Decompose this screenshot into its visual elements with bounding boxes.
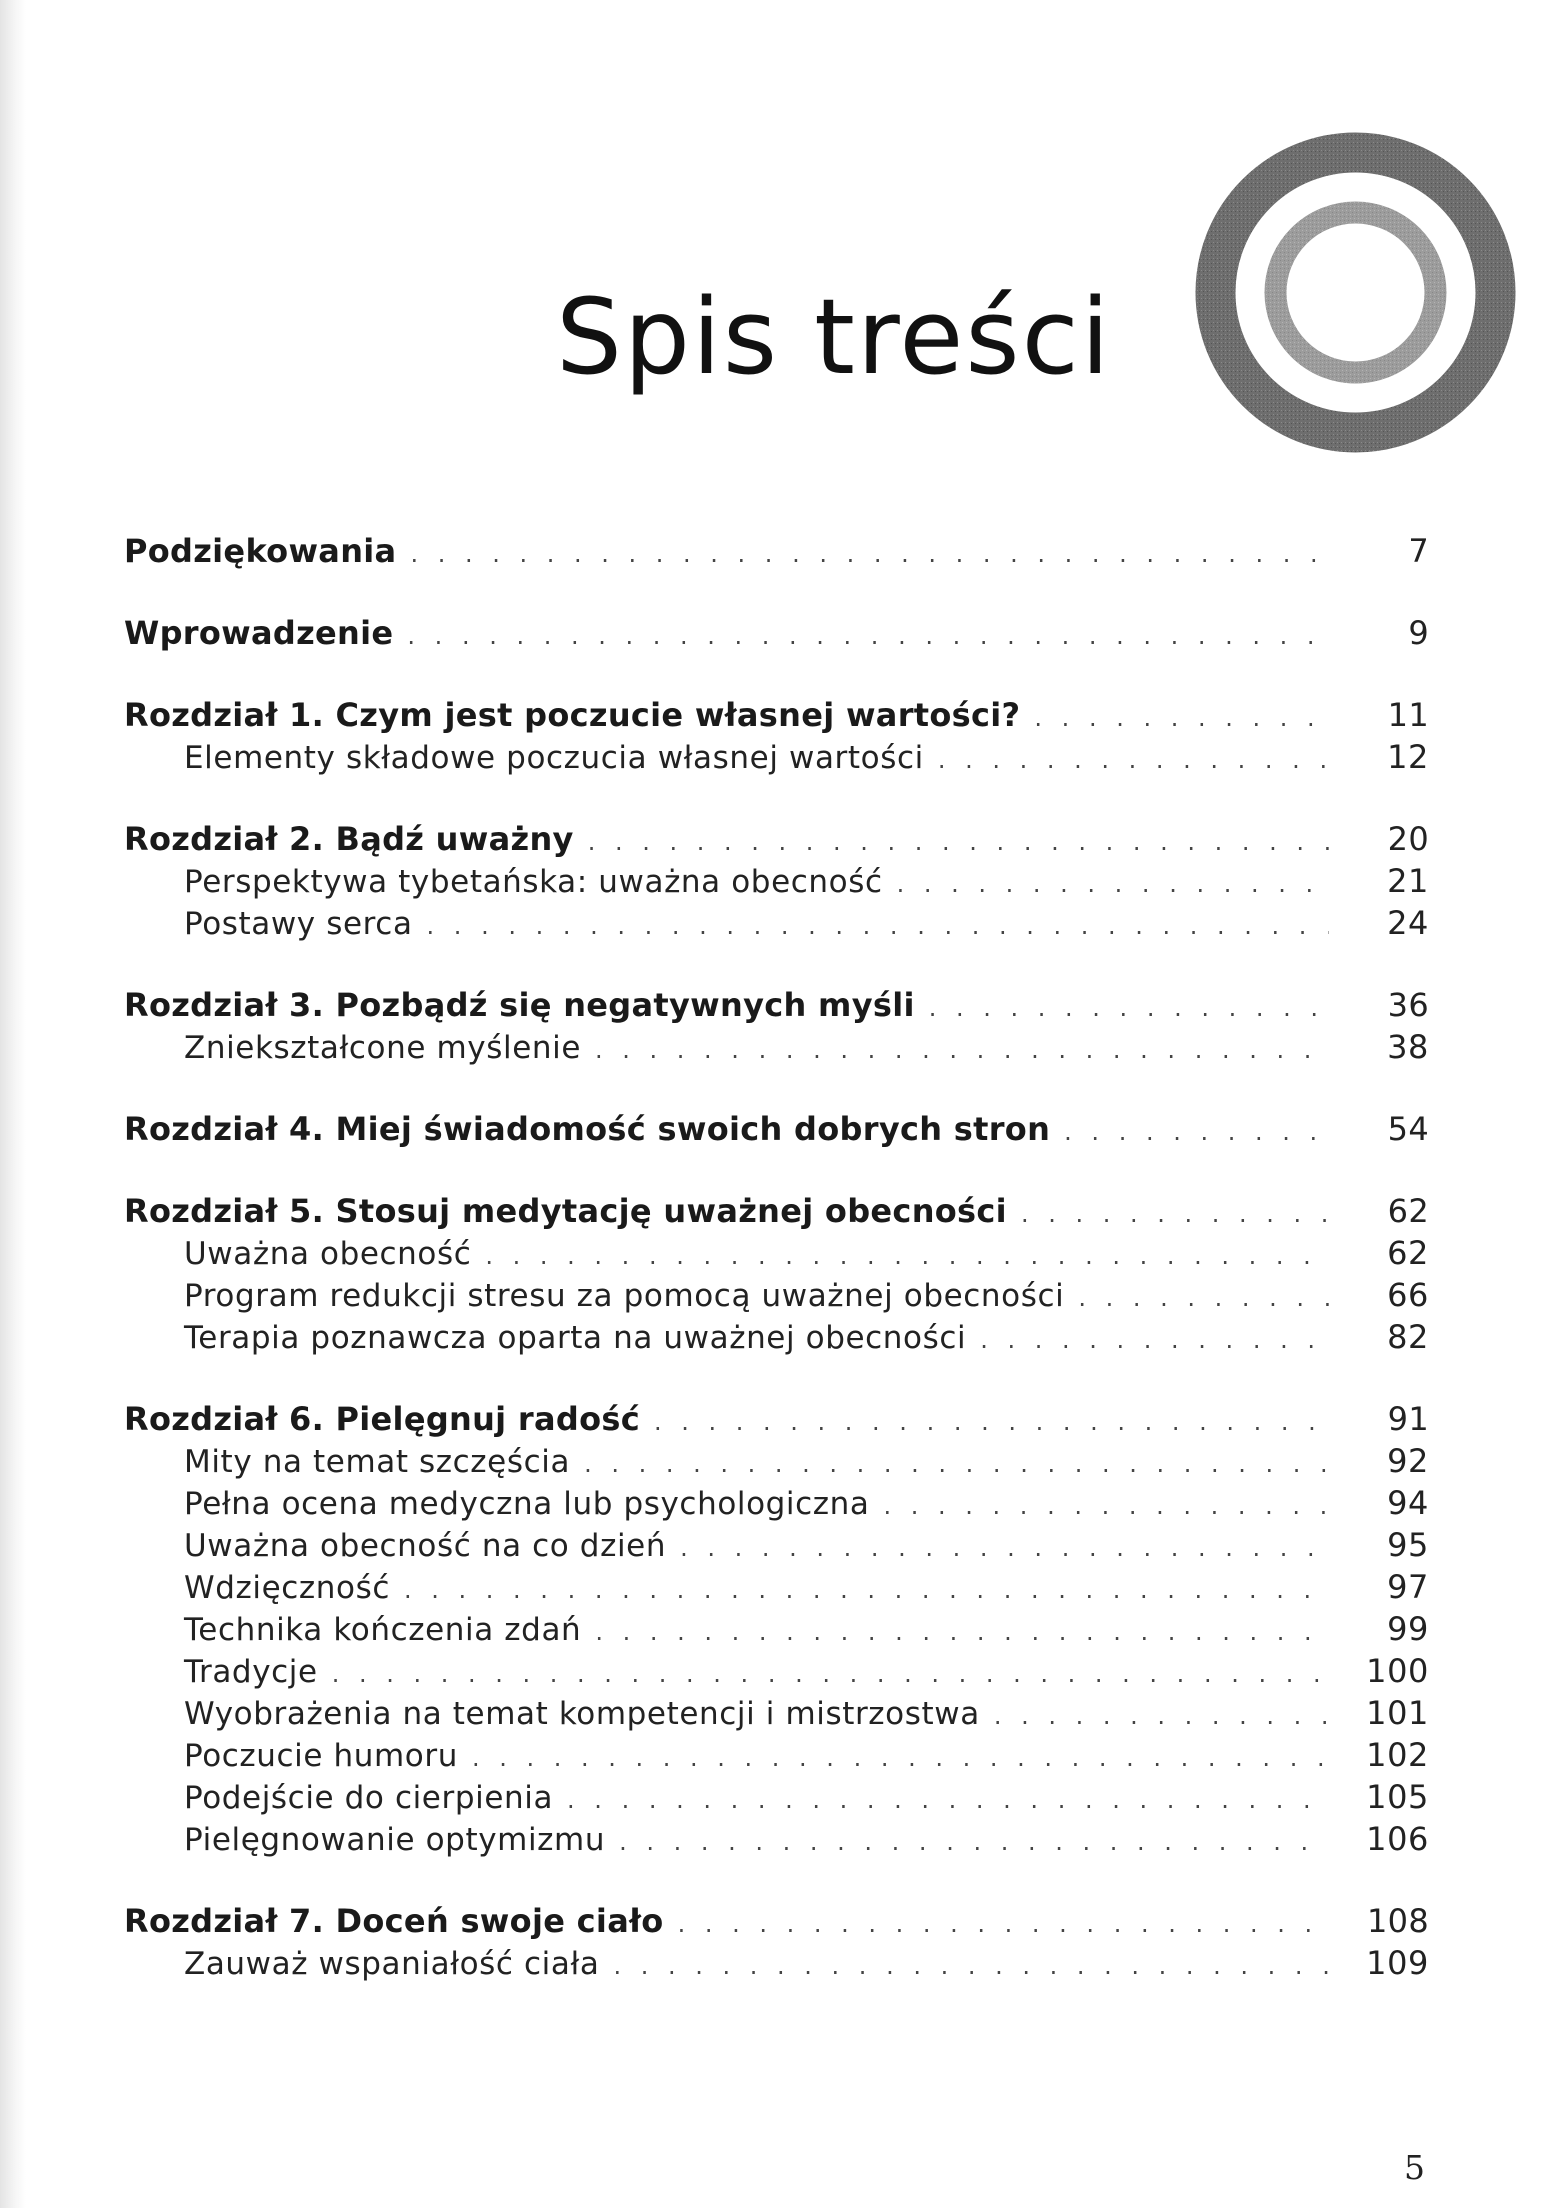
toc-subentry: [124, 902, 1429, 944]
dot-leader: [410, 533, 1329, 575]
toc-page-number: 106: [1366, 1820, 1429, 1858]
toc-subentry: [124, 1524, 1429, 1566]
toc-page-number: 108: [1367, 1902, 1429, 1940]
toc-label: Zauważ wspaniałość ciała: [184, 1946, 600, 1982]
dot-leader: [613, 1945, 1329, 1987]
page-title: Spis treści: [556, 275, 1112, 398]
toc-subentry: [124, 1440, 1429, 1482]
toc-label: Mity na temat szczęścia: [184, 1444, 571, 1480]
dot-leader: [407, 615, 1329, 657]
toc-subentry: [124, 1734, 1429, 1776]
dot-leader: [567, 1779, 1329, 1821]
toc-label: Wprowadzenie: [124, 614, 394, 652]
toc-subentry: [124, 860, 1429, 902]
dot-leader: [994, 1695, 1329, 1737]
toc-page-number: 100: [1366, 1652, 1429, 1690]
toc-subentry: [124, 1316, 1429, 1358]
toc-page-number: 20: [1387, 820, 1429, 858]
dot-leader: [472, 1737, 1329, 1779]
dot-leader: [619, 1821, 1329, 1863]
toc-label: Elementy składowe poczucia własnej wartości: [184, 740, 924, 776]
toc-page-number: 62: [1387, 1192, 1429, 1230]
concentric-rings-emblem: [1188, 125, 1523, 460]
toc-subentry: [124, 1232, 1429, 1274]
toc-label: Rozdział 2. Bądź uważny: [124, 820, 574, 858]
toc-label: Postawy serca: [184, 906, 413, 942]
toc-subentry: [124, 1942, 1429, 1984]
toc-entry-chapter-1: [124, 694, 1429, 736]
toc-label: Program redukcji stresu za pomocą uważnej obecności: [184, 1278, 1065, 1314]
toc-label: Tradycje: [184, 1654, 318, 1690]
dot-leader: [938, 739, 1329, 781]
toc-page-number: 66: [1387, 1276, 1429, 1314]
toc-label: Perspektywa tybetańska: uważna obecność: [184, 864, 883, 900]
toc-page-number: 38: [1387, 1028, 1429, 1066]
dot-leader: [485, 1235, 1329, 1277]
toc-entry-chapter-6: [124, 1398, 1429, 1440]
toc-entry-podziekowania: [124, 530, 1429, 572]
toc-page-number: 11: [1387, 696, 1429, 734]
dot-leader: [427, 905, 1329, 947]
toc-subentry: [124, 1026, 1429, 1068]
page-binding-shadow: [0, 0, 26, 2208]
toc-page-number: 12: [1387, 738, 1429, 776]
toc-subentry: [124, 1566, 1429, 1608]
dot-leader: [980, 1319, 1329, 1361]
toc-label: Pełna ocena medyczna lub psychologiczna: [184, 1486, 870, 1522]
dot-leader: [1021, 1193, 1329, 1235]
dot-leader: [680, 1527, 1329, 1569]
toc-subentry: [124, 736, 1429, 778]
toc-label: Podziękowania: [124, 532, 397, 570]
dot-leader: [404, 1569, 1329, 1611]
toc-page-number: 91: [1387, 1400, 1429, 1438]
toc-subentry: [124, 1692, 1429, 1734]
toc-label: Podejście do cierpienia: [184, 1780, 554, 1816]
toc-page-number: 94: [1387, 1484, 1429, 1522]
toc-subentry: [124, 1608, 1429, 1650]
outer-ring: [1216, 153, 1496, 433]
toc-page-number: 21: [1387, 862, 1429, 900]
toc-page-number: 36: [1387, 986, 1429, 1024]
toc-subentry: [124, 1776, 1429, 1818]
toc-page-number: 99: [1387, 1610, 1429, 1648]
dot-leader: [1034, 697, 1329, 739]
toc-subentry: [124, 1650, 1429, 1692]
table-of-contents: [124, 530, 1429, 1984]
dot-leader: [654, 1401, 1329, 1443]
toc-entry-chapter-4: [124, 1108, 1429, 1150]
toc-entry-wprowadzenie: [124, 612, 1429, 654]
toc-label: Terapia poznawcza oparta na uważnej obecności: [184, 1320, 967, 1356]
toc-entry-chapter-3: [124, 984, 1429, 1026]
page-number: 5: [1404, 2148, 1425, 2187]
toc-page-number: 9: [1408, 614, 1429, 652]
toc-label: Zniekształcone myślenie: [184, 1030, 582, 1066]
toc-entry-chapter-7: [124, 1900, 1429, 1942]
toc-page-number: 109: [1366, 1944, 1429, 1982]
toc-label: Rozdział 5. Stosuj medytację uważnej obecności: [124, 1192, 1007, 1230]
inner-ring: [1276, 213, 1436, 373]
toc-page-number: 92: [1387, 1442, 1429, 1480]
dot-leader: [588, 821, 1329, 863]
toc-label: Poczucie humoru: [184, 1738, 458, 1774]
toc-label: Uważna obecność: [184, 1236, 472, 1272]
dot-leader: [678, 1903, 1329, 1945]
toc-label: Pielęgnowanie optymizmu: [184, 1822, 606, 1858]
dot-leader: [332, 1653, 1329, 1695]
toc-page-number: 101: [1366, 1694, 1429, 1732]
toc-label: Rozdział 3. Pozbądź się negatywnych myśli: [124, 986, 915, 1024]
toc-label: Rozdział 7. Doceń swoje ciało: [124, 1902, 664, 1940]
toc-page-number: 62: [1387, 1234, 1429, 1272]
dot-leader: [1078, 1277, 1329, 1319]
dot-leader: [929, 987, 1329, 1029]
toc-subentry: [124, 1274, 1429, 1316]
toc-entry-chapter-2: [124, 818, 1429, 860]
toc-label: Uważna obecność na co dzień: [184, 1528, 667, 1564]
toc-page-number: 82: [1387, 1318, 1429, 1356]
toc-page-number: 95: [1387, 1526, 1429, 1564]
toc-page-number: 7: [1408, 532, 1429, 570]
toc-label: Rozdział 6. Pielęgnuj radość: [124, 1400, 640, 1438]
toc-page-number: 97: [1387, 1568, 1429, 1606]
toc-page-number: 24: [1387, 904, 1429, 942]
toc-entry-chapter-5: [124, 1190, 1429, 1232]
toc-page-number: 105: [1366, 1778, 1429, 1816]
dot-leader: [584, 1443, 1329, 1485]
toc-label: Technika kończenia zdań: [184, 1612, 582, 1648]
toc-label: Wyobrażenia na temat kompetencji i mistrzostwa: [184, 1696, 980, 1732]
toc-label: Rozdział 1. Czym jest poczucie własnej wartości?: [124, 696, 1021, 734]
dot-leader: [1064, 1111, 1329, 1153]
toc-subentry: [124, 1482, 1429, 1524]
toc-page-number: 54: [1387, 1110, 1429, 1148]
dot-leader: [595, 1611, 1329, 1653]
toc-page-number: 102: [1366, 1736, 1429, 1774]
dot-leader: [884, 1485, 1329, 1527]
dot-leader: [595, 1029, 1329, 1071]
dot-leader: [897, 863, 1329, 905]
toc-subentry: [124, 1818, 1429, 1860]
toc-label: Wdzięczność: [184, 1570, 391, 1606]
toc-label: Rozdział 4. Miej świadomość swoich dobrych stron: [124, 1110, 1051, 1148]
